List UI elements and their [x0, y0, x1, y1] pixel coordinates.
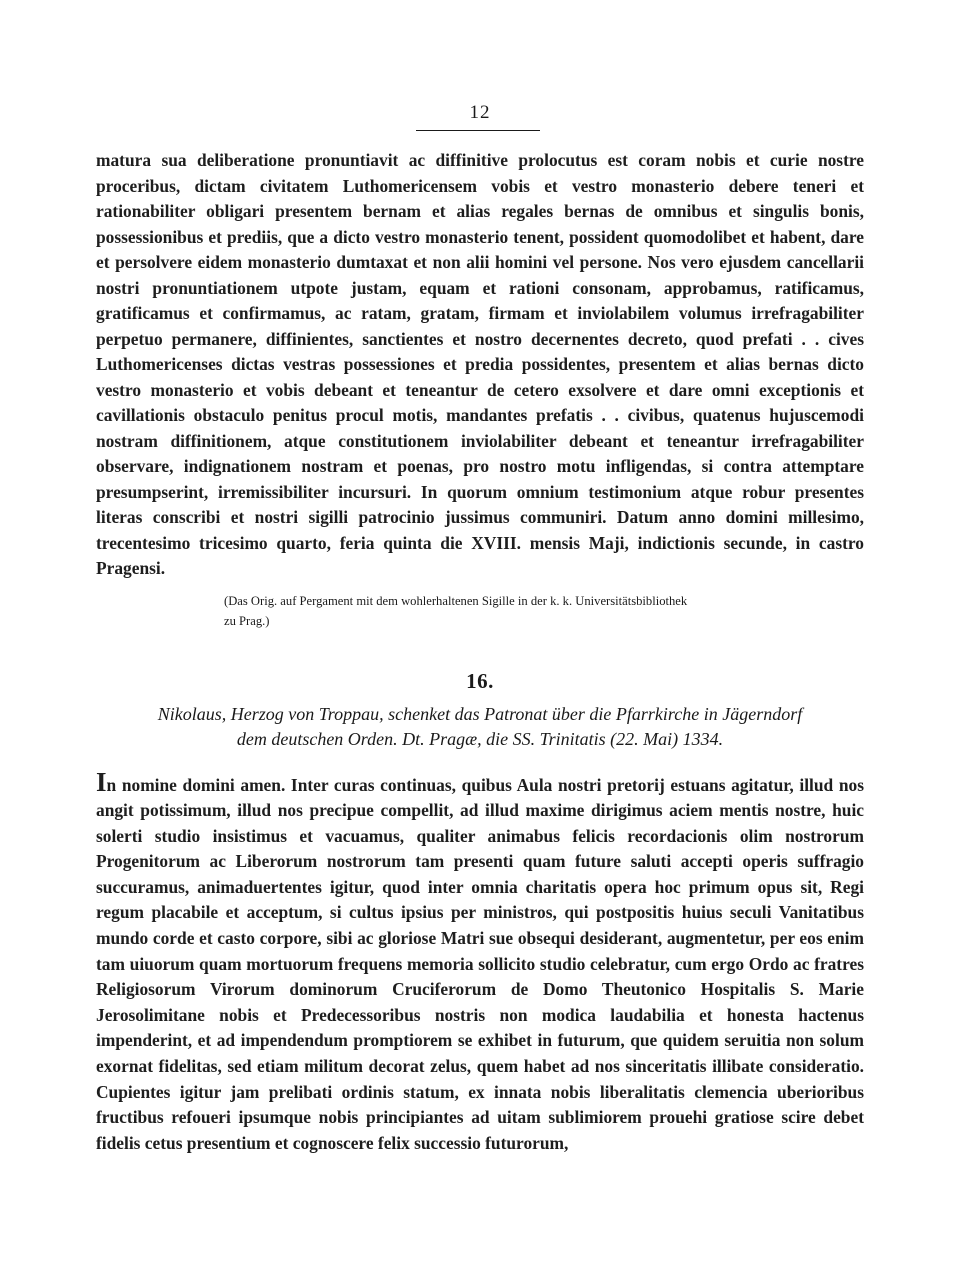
continued-charter-text: matura sua deliberatione pronuntiavit ac diffinitive prolocutus est coram nobis et curie nostre proceribus, dictam civitatem Luthomericensem vobis et vestro monasterio debere teneri et rationabiliter obligari presentem bernam et alias regales bernas de omnibus et singulis bonis, possessionibus et prediis, que a dicto vestro monasterio tenent, possident quomodolibet et habent, dare et persolvere eidem monasterio dumtaxat et non alii homini vel persone. Nos vero ejusdem cancellarii nostri pronuntiationem utpote justam, equam et rationi consonam, approbamus, ratificamus, gratificamus et confirmamus, ac ratam, gratam, firmam et inviolabilem volumus irrefragabiliter perpetuo permanere, diffinientes, sanctientes et nostro decernentes decreto, quod prefati . . cives Luthomericenses dictas vestras possessiones et predia possidentes, presentem et alias bernas dicto vestro monasterio et vobis debeant et teneantur de cetero exsolvere et dare omni exceptionis et cavillationis obstaculo penitus procul motis, mandantes prefatis . . civibus, quatenus hujuscemodi nostram diffinitionem, atque constitutionem inviolabiliter debeant et teneantur irrefragabiliter observare, indignationem nostram et poenas, pro nostro motu infligendas, si contra attemptare presumpserint, irremissibiliter incursuri. In quorum omnium testimonium atque robur presentes literas conscribi et nostri sigilli patrocinio jussimus communiri. Datum anno domini millesimo, trecentesimo tricesimo quarto, feria quinta die XVIII. mensis Maji, indictionis secunde, in castro Pragensi. — [96, 150, 864, 578]
document-number: 16. — [466, 668, 494, 693]
header-rule — [416, 130, 540, 131]
regest-line-2: dem deutschen Orden. Dt. Pragæ, die SS. Trinitatis (22. Mai) 1334. — [236, 728, 724, 749]
source-note-line-1: (Das Orig. auf Pergament mit dem wohlerhaltenen Sigille in der k. k. Universitätsbibliothek — [224, 593, 688, 608]
charter-text — [96, 766, 864, 1157]
page-header — [96, 100, 864, 136]
regest — [96, 702, 864, 752]
source-note — [96, 591, 864, 631]
initial-letter: I — [96, 766, 107, 797]
page — [96, 100, 864, 1156]
page-number: 12 — [469, 102, 491, 123]
regest-line-1: Nikolaus, Herzog von Troppau, schenket das Patronat über die Pfarrkirche in Jägerndorf — [157, 703, 803, 724]
source-note-line-2: zu Prag.) — [224, 613, 270, 628]
charter-body: n nomine domini amen. Inter curas continuas, quibus Aula nostri pretorij estuans agitatur, illud nos angit potissimum, illud nos precipue compellit, ad illud maxime dirigimus aciem mentis nostre, huic solerti studio insistimus et vacuamus, qualiter animabus felicis recordacionis olim nostrorum Progenitorum ac Liberorum nostrorum tam presenti quam future saluti accepti operis suffragio succuramus, animaduertentes igitur, quod inter omnia charitatis opera hoc primum opus sit, Regi regum placabile et acceptum, si cultus ipsius per ministros, qui postpositis huius seculi Vanitatibus mundo corde et casto corpore, sibi ac gloriose Matri sue obsequi desiderant, augmentetur, per eos enim tam uiuorum quam mortuorum frequens memoria sollicito studio celebratur, cum ergo Ordo ac fratres Religiosorum Virorum dominorum Cruciferorum de Domo Theutonico Hospitalis S. Marie Jerosolimitane nobis et Predecessoribus nostris non modica laudabilia et honesta hactenus impenderint, et ad impendendum promptiorem se exhibet in futurum, que quidem seruitia non solum exornat fidelitas, sed etiam militum decorat zelus, quem habet ad nos sinceritatis illibate consideratio. Cupientes igitur jam prelibati ordinis statum, ex innata nobis liberalitatis clemencia uberioribus fructibus refoueri ipsumque nobis principiantes ad uitam sublimiorem prouehi gratiose scire debet fidelis cetus presentium et cognoscere felix successio futurorum, — [96, 774, 864, 1153]
